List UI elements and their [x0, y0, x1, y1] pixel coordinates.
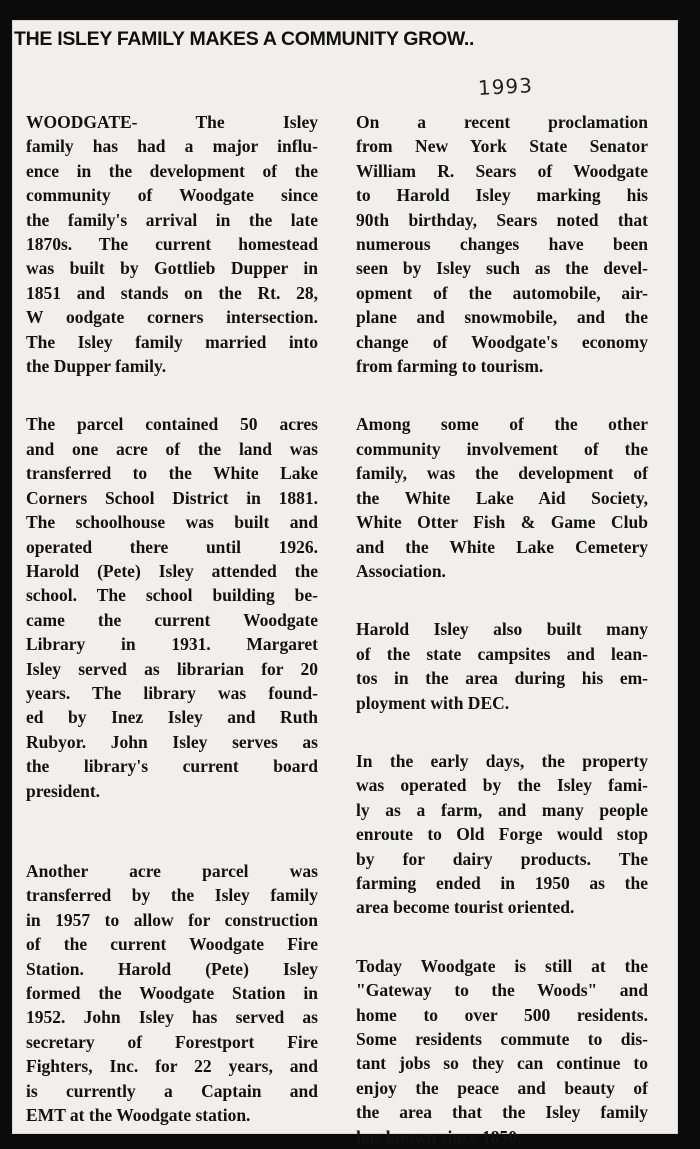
scan-border [678, 0, 700, 1142]
text-line: area become tourist oriented. [356, 897, 575, 918]
text-line: transferred by the Isley family [26, 885, 318, 906]
text-line: Rubyor. John Isley serves as [26, 731, 318, 752]
text-line: opment of the automobile, air- [356, 282, 648, 303]
text-line: the library's current board [26, 756, 318, 777]
text-line: years. The library was found- [26, 682, 318, 703]
text-line: WOODGATE- The Isley [26, 112, 318, 132]
paragraph-school [26, 412, 318, 803]
text-line: Some residents commute to dis- [356, 1029, 648, 1049]
text-line: by for dairy products. The [356, 848, 648, 869]
text-line: Today Woodgate is still at the [356, 955, 648, 976]
text-line: and one acre of the land was [26, 438, 318, 459]
text-line: tant jobs so they can continue to [356, 1053, 648, 1074]
text-line: the Dupper family. [26, 356, 167, 377]
text-line: Harold (Pete) Isley attended the [26, 560, 318, 581]
text-line: numerous changes have been [356, 234, 648, 255]
text-line: Fighters, Inc. for 22 years, and [26, 1056, 318, 1077]
text-line: White Otter Fish & Game Club [356, 512, 648, 533]
text-line: community involvement of the [356, 438, 648, 459]
text-line: of the current Woodgate Fire [26, 934, 318, 955]
text-line: 1851 and stands on the Rt. 28, [26, 282, 318, 303]
text-line: Among some of the other [356, 414, 648, 435]
text-line: to Harold Isley marking his [356, 185, 648, 206]
text-line: Another acre parcel was [26, 860, 318, 881]
text-line: home to over 500 residents. [356, 1004, 648, 1025]
text-line: school. The school building be- [26, 585, 318, 606]
text-line: EMT at the Woodgate station. [26, 1105, 251, 1126]
paragraph-intro [26, 110, 318, 378]
article-column-left [26, 110, 318, 1127]
text-line: enroute to Old Forge would stop [356, 824, 648, 845]
text-line: ence in the development of the [26, 160, 318, 181]
text-line: and the White Lake Cemetery [356, 536, 648, 557]
text-line: "Gateway to the Woods" and [356, 980, 648, 1001]
text-line: On a recent proclamation [356, 112, 648, 132]
text-line: 90th birthday, Sears noted that [356, 209, 648, 230]
text-line: family, was the development of [356, 463, 648, 484]
paragraph-community [356, 412, 648, 583]
text-line: of the state campsites and lean- [356, 643, 648, 664]
text-line: The Isley family married into [26, 331, 318, 352]
text-line: Association. [356, 560, 446, 581]
text-line: 1952. John Isley has served as [26, 1007, 318, 1028]
text-line: change of Woodgate's economy [356, 331, 648, 352]
paragraph-campsites [356, 617, 648, 715]
text-line: farming ended in 1950 as the [356, 872, 648, 893]
text-line: was operated by the Isley fami- [356, 775, 648, 796]
text-line: from farming to tourism. [356, 356, 544, 377]
text-line: transferred to the White Lake [26, 463, 318, 484]
text-line: has known since 1850. [356, 1126, 522, 1147]
text-line: Harold Isley also built many [356, 619, 648, 640]
text-line: from New York State Senator [356, 136, 648, 157]
text-line: 1870s. The current homestead [26, 234, 318, 255]
paragraph-proclamation [356, 110, 648, 378]
text-line: Station. Harold (Pete) Isley [26, 958, 318, 979]
text-line: tos in the area during his em- [356, 668, 648, 689]
text-line: ployment with DEC. [356, 692, 510, 713]
text-line: the area that the Isley family [356, 1102, 648, 1123]
text-line: Corners School District in 1881. [26, 487, 318, 508]
text-line: William R. Sears of Woodgate [356, 160, 648, 181]
text-line: the White Lake Aid Society, [356, 487, 648, 508]
text-line: plane and snowmobile, and the [356, 307, 648, 328]
text-line: is currently a Captain and [26, 1080, 318, 1101]
article-column-right [356, 110, 648, 1149]
paragraph-fire-station [26, 859, 318, 1127]
article-headline: THE ISLEY FAMILY MAKES A COMMUNITY GROW.. [14, 28, 475, 50]
text-line: Isley served as librarian for 20 [26, 658, 318, 679]
text-line: The schoolhouse was built and [26, 512, 318, 533]
text-line: secretary of Forestport Fire [26, 1031, 318, 1052]
text-line: enjoy the peace and beauty of [356, 1077, 648, 1098]
text-line: ed by Inez Isley and Ruth [26, 707, 318, 728]
handwritten-year: 1993 [477, 73, 534, 100]
paragraph-today [356, 954, 648, 1149]
paragraph-farm [356, 749, 648, 920]
text-line: in 1957 to allow for construction [26, 909, 318, 930]
text-line: the family's arrival in the late [26, 209, 318, 230]
text-line: In the early days, the property [356, 750, 648, 771]
text-line: The parcel contained 50 acres [26, 414, 318, 435]
text-line: came the current Woodgate [26, 609, 318, 630]
text-line: formed the Woodgate Station in [26, 983, 318, 1003]
text-line: was built by Gottlieb Dupper in [26, 258, 318, 279]
text-line: ly as a farm, and many people [356, 799, 648, 820]
text-line: family has had a major influ- [26, 136, 318, 157]
text-line: president. [26, 780, 101, 801]
text-line: W oodgate corners intersection. [26, 307, 318, 328]
text-line: community of Woodgate since [26, 185, 318, 206]
text-line: operated there until 1926. [26, 536, 318, 557]
text-line: seen by Isley such as the devel- [356, 258, 648, 279]
text-line: Library in 1931. Margaret [26, 634, 318, 655]
